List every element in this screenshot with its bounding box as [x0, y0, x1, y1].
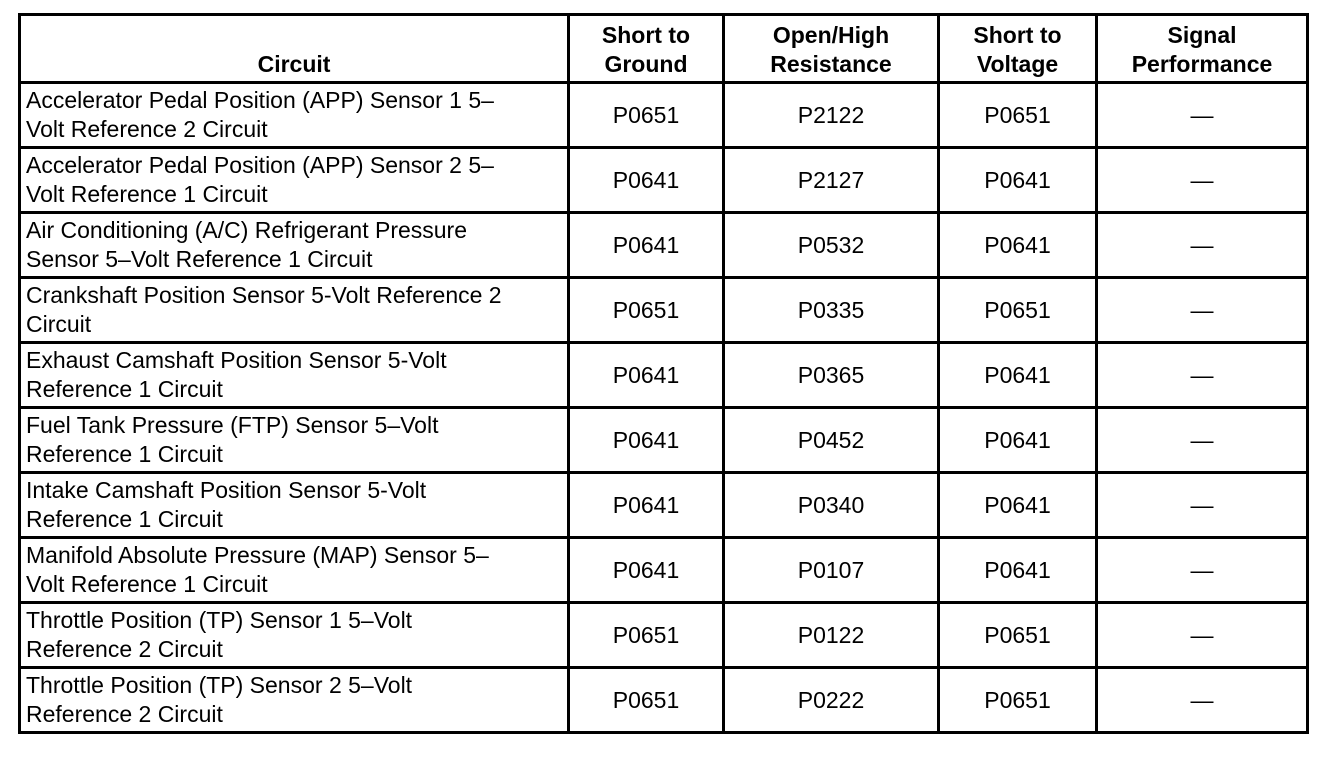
circuit-text-line: Accelerator Pedal Position (APP) Sensor 1 5– — [26, 87, 494, 113]
circuit-text-line: Volt Reference 1 Circuit — [26, 181, 268, 207]
signal-performance-cell: — — [1097, 213, 1308, 278]
circuit-cell — [20, 278, 569, 343]
header-circuit-line-1: Circuit — [257, 51, 331, 77]
header-short-to-voltage — [939, 15, 1097, 83]
header-short-to-ground-line-2: Ground — [604, 51, 688, 77]
dtc-circuit-table — [18, 13, 1309, 734]
header-short-to-ground — [569, 15, 724, 83]
signal-performance-cell: — — [1097, 603, 1308, 668]
short-to-voltage-cell: P0651 — [939, 603, 1097, 668]
circuit-text-line: Manifold Absolute Pressure (MAP) Sensor 5– — [26, 542, 489, 568]
header-signal-performance-line-1: Signal — [1167, 22, 1237, 48]
circuit-cell — [20, 603, 569, 668]
open-high-resistance-cell: P0365 — [724, 343, 939, 408]
short-to-ground-cell: P0651 — [569, 83, 724, 148]
table-row — [20, 343, 1308, 408]
table-row — [20, 538, 1308, 603]
short-to-voltage-cell: P0641 — [939, 408, 1097, 473]
table-row — [20, 473, 1308, 538]
header-short-to-voltage-line-1: Short to — [973, 22, 1062, 48]
table-row — [20, 83, 1308, 148]
open-high-resistance-cell: P2122 — [724, 83, 939, 148]
header-signal-performance — [1097, 15, 1308, 83]
table-body — [20, 83, 1308, 733]
circuit-text-line: Circuit — [26, 311, 92, 337]
circuit-text-line: Reference 1 Circuit — [26, 441, 223, 467]
circuit-cell — [20, 408, 569, 473]
table-row — [20, 408, 1308, 473]
short-to-voltage-cell: P0641 — [939, 473, 1097, 538]
short-to-voltage-cell: P0641 — [939, 538, 1097, 603]
table-row — [20, 603, 1308, 668]
signal-performance-cell: — — [1097, 668, 1308, 733]
short-to-ground-cell: P0641 — [569, 213, 724, 278]
header-row — [20, 15, 1308, 83]
signal-performance-cell: — — [1097, 473, 1308, 538]
signal-performance-cell: — — [1097, 148, 1308, 213]
circuit-cell — [20, 473, 569, 538]
header-open-high-resistance-line-1: Open/High — [772, 22, 890, 48]
circuit-text-line: Intake Camshaft Position Sensor 5-Volt — [26, 477, 427, 503]
circuit-text-line: Exhaust Camshaft Position Sensor 5-Volt — [26, 347, 447, 373]
circuit-text-line: Throttle Position (TP) Sensor 1 5–Volt — [26, 607, 413, 633]
open-high-resistance-cell: P0340 — [724, 473, 939, 538]
dtc-circuit-table-container — [18, 13, 1309, 734]
circuit-text-line: Reference 2 Circuit — [26, 636, 223, 662]
table-row — [20, 668, 1308, 733]
short-to-ground-cell: P0641 — [569, 408, 724, 473]
circuit-cell — [20, 213, 569, 278]
short-to-ground-cell: P0641 — [569, 148, 724, 213]
open-high-resistance-cell: P0122 — [724, 603, 939, 668]
signal-performance-cell: — — [1097, 83, 1308, 148]
table-row — [20, 148, 1308, 213]
open-high-resistance-cell: P0335 — [724, 278, 939, 343]
header-short-to-voltage-line-2: Voltage — [976, 51, 1059, 77]
header-signal-performance-line-2: Performance — [1131, 51, 1273, 77]
circuit-cell — [20, 148, 569, 213]
short-to-ground-cell: P0651 — [569, 668, 724, 733]
short-to-voltage-cell: P0651 — [939, 668, 1097, 733]
short-to-ground-cell: P0641 — [569, 343, 724, 408]
circuit-cell — [20, 668, 569, 733]
table-row — [20, 213, 1308, 278]
header-open-high-resistance — [724, 15, 939, 83]
short-to-voltage-cell: P0651 — [939, 278, 1097, 343]
signal-performance-cell: — — [1097, 278, 1308, 343]
open-high-resistance-cell: P0222 — [724, 668, 939, 733]
signal-performance-cell: — — [1097, 343, 1308, 408]
circuit-cell — [20, 83, 569, 148]
header-circuit — [20, 15, 569, 83]
open-high-resistance-cell: P0532 — [724, 213, 939, 278]
signal-performance-cell: — — [1097, 408, 1308, 473]
short-to-voltage-cell: P0641 — [939, 343, 1097, 408]
header-short-to-ground-line-1: Short to — [601, 22, 691, 48]
circuit-text-line: Volt Reference 1 Circuit — [26, 571, 268, 597]
open-high-resistance-cell: P2127 — [724, 148, 939, 213]
open-high-resistance-cell: P0452 — [724, 408, 939, 473]
circuit-text-line: Reference 1 Circuit — [26, 376, 223, 402]
table-row — [20, 278, 1308, 343]
circuit-cell — [20, 538, 569, 603]
open-high-resistance-cell: P0107 — [724, 538, 939, 603]
circuit-text-line: Throttle Position (TP) Sensor 2 5–Volt — [26, 672, 413, 698]
short-to-ground-cell: P0651 — [569, 278, 724, 343]
short-to-voltage-cell: P0641 — [939, 148, 1097, 213]
circuit-text-line: Sensor 5–Volt Reference 1 Circuit — [26, 246, 373, 272]
short-to-ground-cell: P0641 — [569, 538, 724, 603]
header-open-high-resistance-line-2: Resistance — [770, 51, 892, 77]
short-to-voltage-cell: P0641 — [939, 213, 1097, 278]
circuit-text-line: Air Conditioning (A/C) Refrigerant Pressure — [26, 217, 468, 243]
circuit-text-line: Reference 2 Circuit — [26, 701, 223, 727]
short-to-ground-cell: P0651 — [569, 603, 724, 668]
circuit-text-line: Reference 1 Circuit — [26, 506, 223, 532]
circuit-text-line: Fuel Tank Pressure (FTP) Sensor 5–Volt — [26, 412, 439, 438]
short-to-voltage-cell: P0651 — [939, 83, 1097, 148]
signal-performance-cell: — — [1097, 538, 1308, 603]
circuit-text-line: Volt Reference 2 Circuit — [26, 116, 268, 142]
circuit-cell — [20, 343, 569, 408]
circuit-text-line: Accelerator Pedal Position (APP) Sensor 2 5– — [26, 152, 494, 178]
short-to-ground-cell: P0641 — [569, 473, 724, 538]
circuit-text-line: Crankshaft Position Sensor 5-Volt Reference 2 — [26, 282, 502, 308]
